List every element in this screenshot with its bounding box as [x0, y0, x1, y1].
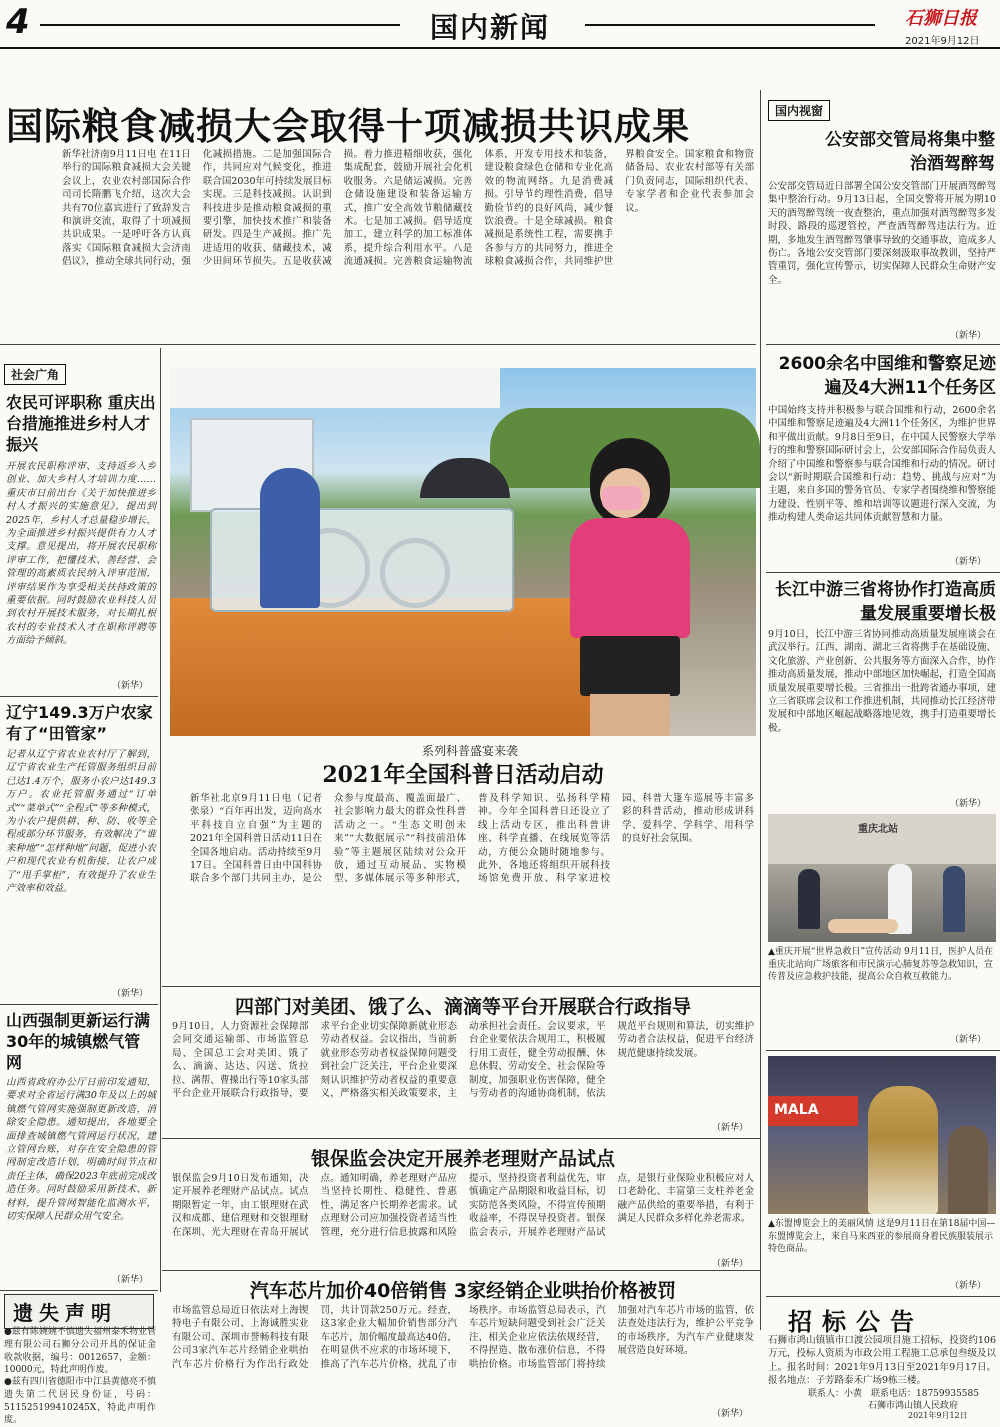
story-body: 开展农民职称评审、支持返乡入乡创业、加大乡村人才培训力度……重庆市日前出台《关于加快推进乡村人才振兴的实施意见》，提出到2025年，乡村人才总量稳步增长，为全面推进乡村振兴提供有力人才支撑。意见提出，将开展农民职称评审工作，把懂技术、善经营、会管理的高素质农民纳入评审范围，评审结果作为享受相关扶持政策的重要依据。同时鼓励农业科技人员到农村开展技术服务，对长期扎根农村的专业技术人才在职称评聘等方面给予倾斜。	[6, 461, 156, 647]
main-photo	[170, 368, 756, 736]
exhibitor-figure	[948, 1126, 988, 1214]
photo-source: （新华）	[950, 1281, 987, 1291]
header-date: 2021年9月12日	[905, 36, 980, 47]
brand-logo: 石狮日报	[905, 8, 977, 29]
auto-chip-body: 市场监管总局近日依法对上海锲特电子有限公司、上海诚胜实业有限公司、深圳市誉畅科技有限公司3家汽车芯片经销企业哄抬汽车芯片价格行为作出行政处罚，共计罚款250万元。经查，这3家企业大幅加价销售部分汽车芯片，加价幅度最高达40倍，在明显供不应求的市场环境下，推高了汽车芯片价格，扰乱了市场秩序。市场监管总局表示，汽车芯片短缺问题受到社会广泛关注，相关企业应依法依规经营，不得捏造、散布涨价信息，不得哄抬价格。市场监管部门将持续加强对汽车芯片市场的监管，依法查处违法行为，维护公平竞争的市场秩序，为汽车产业健康发展营造良好环境。	[172, 1305, 754, 1370]
bid-notice-title: 招标公告	[788, 1308, 924, 1336]
lead-bottom-rule	[0, 344, 756, 345]
photo-source: （新华）	[950, 1035, 987, 1045]
story-body: 山西省政府办公厅日前印发通知，要求对全省运行满30年及以上的城镇燃气管网实施强制更新改造，消除安全隐患。通知提出，各地要全面排查城镇燃气管网运行状况，建立管网台账，对存在安全隐患的管网制定改造计划，明确时间节点和责任主体，确保2023年底前完成改造任务。同时鼓励采用新技术、新材料，提升管网智能化监测水平，切实保障人民群众用气安全。	[6, 1077, 156, 1223]
story-body: 中国始终支持并积极参与联合国维和行动，2600余名中国维和警察足迹遍及4大洲11个任务区，为维护世界和平做出贡献。9月8日至9日，在中国人民警察大学举行的维和警察国际研讨会上，公安部国际合作局负责人介绍了中国维和警察参与联合国维和行动的情况。研讨会以“新时期联合国维和行动：趋势、挑战与应对”为主题，来自多国的警务官员、专家学者围绕维和警察能力建设、性别平等、维和培训等议题进行深入交流，为推动构建人类命运共同体贡献智慧和力量。	[768, 405, 997, 524]
section-title: 国内新闻	[430, 11, 551, 44]
person-figure	[798, 869, 820, 929]
expo-banner-text: MALA	[774, 1102, 819, 1118]
main-rule-3	[162, 1270, 760, 1271]
left-rule-3	[0, 1290, 158, 1291]
station-sign: 重庆北站	[858, 824, 898, 835]
lead-body: 新华社济南9月11日电 在11日举行的国际粮食减损大会关键会议上，农业农村部国际合作司司长隋鹏飞介绍，这次大会共有70位嘉宾进行了致辞发言和演讲交流，取得了十项减损共识成果。一是呼吁各方认真落实《国际粮食减损大会济南倡议》，推动全球共同行动，强化减损措施。二是加强国际合作，共同应对气候变化，推进联合国2030年可持续发展目标实现。三是科技减损。认识到科技进步是推动粮食减损的重要引擎，加快技术推广和装备研发。四是生产减损。推广先进适用的收获、储藏技术，减少田间环节损失。五是收获减损。着力推进精细收获，强化集成配套，鼓励开展社会化机收服务。六是储运减损。完善仓储设施建设和装备运输方式，推广安全高效节粮储藏技术。七是加工减损。倡导适度加工，建立科学的加工标准体系，提升综合利用水平。八是流通减损。完善粮食运输物流体系，开发专用技术和装备，建设粮食绿色仓储和专业化高效的物流网络。九是消费减损。引导节约理性消费，倡导勤俭节约的良好风尚，减少餐饮浪费。十是全球减损。粮食减损是系统性工程，需要携手各参与方的共同努力，推进全球粮食减损合作，共同维护世界粮食安全。国家粮食和物资储备局、农业农村部等有关部门负责同志，国际组织代表、专家学者和企业代表参加会议。	[62, 149, 754, 268]
story-source: （新华）	[950, 557, 987, 567]
bid-notice	[768, 1300, 996, 1418]
header-underline	[0, 47, 1000, 49]
story-source: （新华）	[950, 331, 987, 341]
story-body: 公安部交管局近日部署全国公安交管部门开展酒驾醉驾集中整治行动。9月13日起，全国交警将开展为期10天的酒驾醉驾统一夜查整治，重点加强对酒驾醉驾多发时段、路段的巡逻管控，严查酒驾醉驾违法行为。近期，多地发生酒驾醉驾肇事导致的交通事故，造成多人伤亡。各地公安交管部门要深刻汲取事故教训，坚持严管重罚，强化宣传警示，切实保障人民群众生命财产安全。	[768, 181, 997, 286]
photo-asean-expo	[768, 1056, 996, 1214]
story-source: （新华）	[112, 681, 149, 691]
photo-caption: ▲重庆开展“世界急救日”宣传活动 9月11日，医护人员在重庆北站向广场旅客和市民演示心肺复苏等急救知识，宣传普及应急救护技能，提高公众自救互救能力。	[768, 947, 994, 982]
lost-notice	[4, 1294, 156, 1426]
photo-first-aid	[768, 814, 996, 942]
bid-date: 2021年9月12日	[908, 1411, 968, 1420]
story-body: 9月10日，长江中游三省协同推动高质量发展座谈会在武汉举行。江西、湖南、湖北三省将携手在基础设施、文化旅游、产业创新、公共服务等方面深入合作，协作推动高质量发展，推动中部地区加快崛起，打造全国高质量发展重要增长极。三省推出一批跨省通办事项，建立三省联席会议和工作推进机制，共同推动长江经济带发展和中部地区崛起战略落地见效，携手打造重要增长极。	[768, 629, 997, 734]
bid-contact: 联系人：小黄 联系电话：18759935585	[808, 1389, 979, 1399]
story-headline: 长江中游三省将协作打造高质量发展重要增长极	[775, 580, 996, 624]
right-rule-2	[766, 572, 1000, 573]
page-number: 4	[6, 2, 30, 42]
bid-notice-body: 石狮市鸿山镇镇市口渡公园项目施工招标，投资约106万元，投标人资质为市政公用工程施工总承包叁级及以上。报名时间：2021年9月13日至2021年9月17日。报名地点：子芳路泰禾广场9栋三楼。	[768, 1335, 997, 1387]
dummy-mannequin	[828, 919, 898, 933]
four-dept-body: 9月10日，人力资源社会保障部会同交通运输部、市场监管总局、全国总工会对美团、饿了么、滴滴、达达、闪送、货拉拉、满帮、曹操出行等10家头部平台企业开展联合行政指导，要求平台企业切实保障新就业形态劳动者权益。会议指出，当前新就业形态劳动者权益保障问题受到社会广泛关注，平台企业要深刻认识维护劳动者权益的重要意义，严格落实相关政策要求，主动承担社会责任。会议要求，平台企业要依法合规用工，积极履行用工责任，健全劳动报酬、休息休假、劳动安全、社会保险等制度，加强职业伤害保障，健全与劳动者的沟通协商机制，依法规范平台规则和算法，切实维护劳动者合法权益，促进平台经济规范健康持续发展。	[172, 1021, 754, 1100]
girl-mask	[602, 486, 642, 510]
lead-headline: 国际粮食减损大会取得十项减损共识成果	[6, 105, 690, 148]
lost-notice-item: ●兹有陈婉婉不慎遗失福州泰禾物业管理有限公司石狮分公司开具的保证金收款收据，编号：0012657，金额：10000元，特此声明作废。	[4, 1327, 156, 1376]
auto-chip-headline: 汽车芯片加价40倍销售 3家经销企业哄抬价格被罚	[249, 1280, 677, 1302]
science-day-kicker: 系列科普盛宴来袭	[421, 744, 518, 758]
insurance-source: （新华）	[712, 1259, 749, 1269]
left-rule-1	[0, 696, 158, 697]
column-rule-right	[760, 90, 761, 1330]
story-headline: 山西强制更新运行满30年的城镇燃气管网	[6, 1011, 151, 1072]
girl-shorts	[580, 636, 680, 696]
bid-issuer: 石狮市鸿山镇人民政府	[868, 1401, 959, 1411]
insurance-body: 银保监会9月10日发布通知，决定开展养老理财产品试点。试点期限暂定一年，由工银理财在武汉和成都、建信理财和交银理财在深圳、光大理财在青岛开展试点。通知明确，养老理财产品应当坚持长期性、稳健性、普惠性，满足客户长期养老需求。试点理财公司应加强投资者适当性管理，充分进行信息披露和风险提示，坚持投资者利益优先，审慎确定产品期限和收益目标，切实防范各类风险，不得宣传预期收益率，不得误导投资者。银保监会表示，开展养老理财产品试点，是银行业保险业积极应对人口老龄化、丰富第三支柱养老金融产品供给的重要举措，有利于满足人民群众多样化养老需求。	[172, 1173, 754, 1238]
auto-chip-source: （新华）	[712, 1409, 749, 1419]
science-day-body: 新华社北京9月11日电（记者张泉）“百年再出发，迈向高水平科技自立自强”为主题的2021年全国科普日活动11日在全国各地启动。活动持续至9月17日。全国科普日由中国科协联合多个部门共同主办，是公众参与度最高、覆盖面最广、社会影响力最大的群众性科普活动之一。“生态文明创未来”“大数据展示”“科技前沿体验”等主题展区陆续对公众开放，通过互动展品、实物模型、多媒体展示等多种形式，普及科学知识、弘扬科学精神。今年全国科普日还设立了线上活动专区，推出科普讲座、科学直播、在线展览等活动，方便公众随时随地参与。此外，各地还将组织开展科技场馆免费开放、科学家进校园、科普大篷车巡展等丰富多彩的科普活动，推动形成讲科学、爱科学、学科学、用科学的良好社会氛围。	[190, 793, 754, 885]
main-rule-1	[162, 986, 760, 987]
story-body: 记者从辽宁省农业农村厅了解到，辽宁省农业生产托管服务组织目前已达1.4万个，服务小农户达149.3万户。农业托管服务通过“订单式”“菜单式”“全程式”等多种模式，为小农户提供耕、种、防、收等全程或部分环节服务，有效解决了“谁来种地”“怎样种地”问题，促进小农户和现代农业有机衔接，让农户成了“甩手掌柜”，有效提升了农业生产效率和效益。	[6, 749, 156, 895]
story-source: （新华）	[112, 1275, 149, 1285]
page-header	[0, 0, 1000, 50]
story-source: （新华）	[112, 989, 149, 999]
insurance-headline: 银保监会决定开展养老理财产品试点	[310, 1148, 615, 1170]
header-rule-right	[585, 24, 875, 26]
science-day-headline: 2021年全国科普日活动启动	[322, 762, 604, 788]
domestic-video-label: 国内视窗	[775, 104, 824, 118]
header-rule-left	[40, 24, 400, 26]
gear-wheel	[380, 538, 450, 608]
tent-canopy	[170, 368, 500, 408]
four-dept-headline: 四部门对美团、饿了么、滴滴等平台开展联合行政指导	[234, 996, 691, 1018]
column-rule-left	[160, 348, 161, 1292]
story-headline: 公安部交管局将集中整治酒驾醉驾	[825, 130, 995, 174]
story-headline: 2600余名中国维和警察足迹遍及4大洲11个任务区	[778, 354, 996, 398]
exhibitor-figure	[868, 1086, 938, 1214]
right-rule-1	[766, 344, 1000, 345]
person-figure	[943, 866, 965, 932]
society-label: 社会广角	[11, 368, 60, 382]
domestic-video-tag	[768, 100, 830, 121]
left-rule-2	[0, 1004, 158, 1005]
main-rule-2	[162, 1138, 760, 1139]
story-source: （新华）	[950, 799, 987, 809]
visitor-adult	[260, 468, 320, 608]
four-dept-source: （新华）	[712, 1123, 749, 1133]
right-rule-3	[766, 1050, 1000, 1051]
girl-legs	[590, 694, 670, 736]
right-rule-4	[766, 1296, 1000, 1297]
story-headline: 农民可评职称 重庆出台措施推进乡村人才振兴	[6, 393, 156, 454]
lost-notice-item: ●兹有四川省德阳市中江县黄德亮不慎遗失第二代居民身份证，号码：511525199410245X，特此声明作废。	[4, 1377, 156, 1426]
photo-caption: ▲东盟博览会上的美丽风情 这是9月11日在第18届中国—东盟博览会上，来自马来西亚的参展商身着民族服装展示特色商品。	[768, 1219, 996, 1254]
story-headline: 辽宁149.3万户农家有了“田管家”	[6, 703, 153, 743]
girl-shirt	[570, 518, 690, 638]
lost-notice-title: 遗失声明	[4, 1294, 154, 1329]
society-tag	[4, 364, 66, 385]
